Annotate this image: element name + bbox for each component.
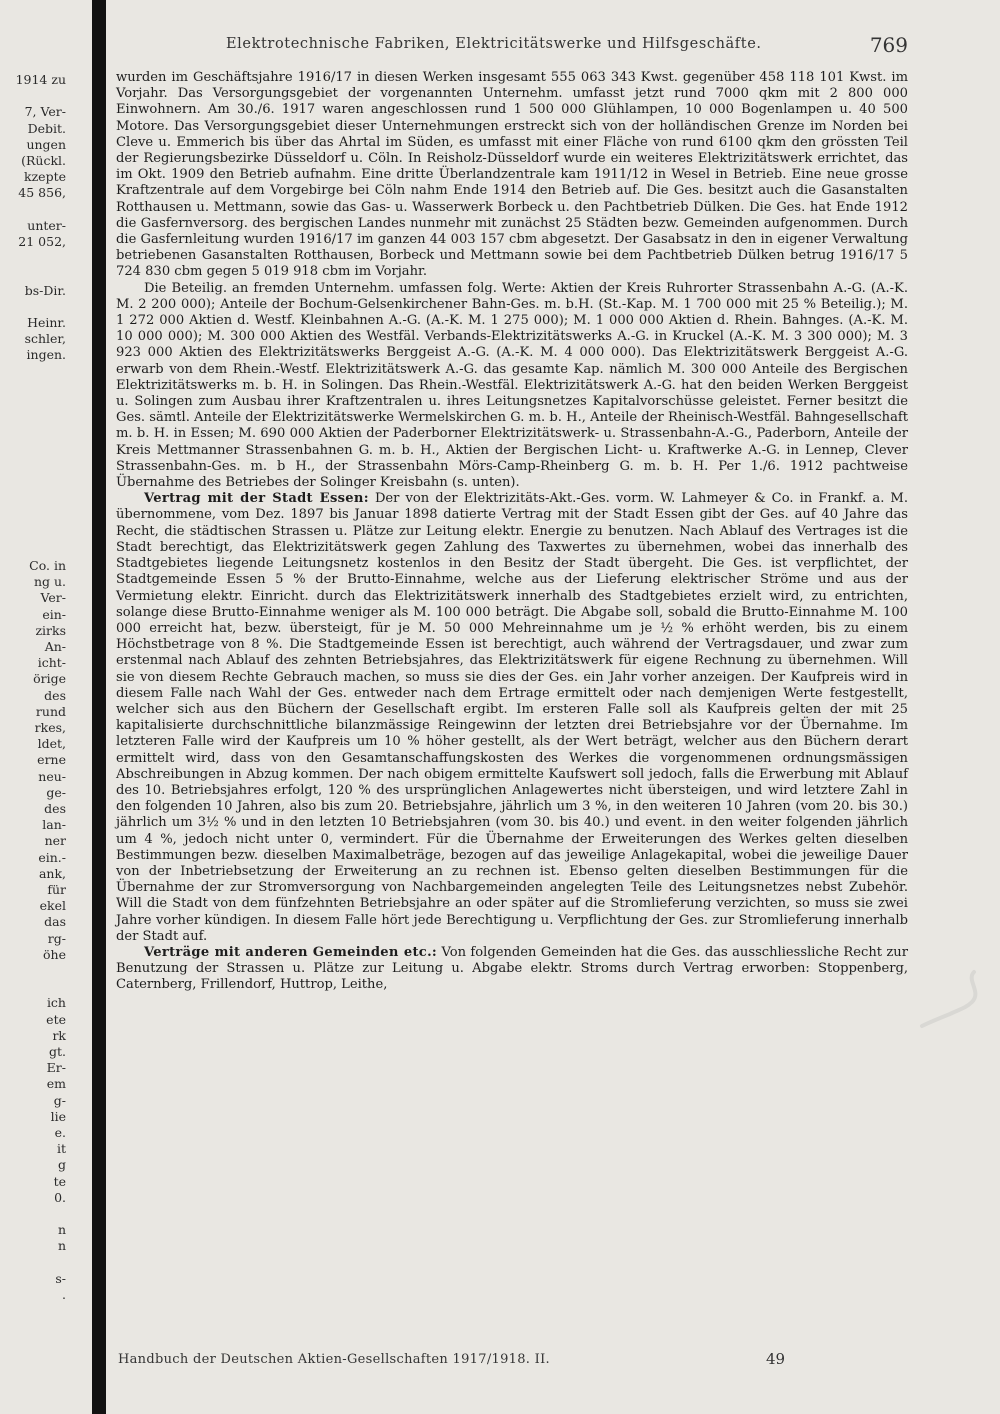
facing-page-fragment: 0. [54, 1189, 66, 1205]
facing-page-fragment: 1914 zu [15, 72, 66, 87]
facing-page-fragment: das [44, 914, 66, 930]
facing-page-fragment: n [57, 1238, 66, 1254]
facing-page-fragment: 21 052, [18, 234, 66, 249]
paragraph-other-contracts [116, 945, 908, 994]
facing-page-fragment: 7, Ver- [24, 104, 66, 120]
facing-page-fragment: ldet, [37, 736, 66, 752]
facing-page-fragment: ge- [46, 784, 66, 800]
facing-page-fragment: neu- [38, 768, 66, 784]
facing-page-fragment: 45 856, [18, 185, 66, 201]
facing-page-fragment: e. [54, 1125, 66, 1140]
facing-page-fragment: schler, [24, 331, 66, 347]
facing-page-fragment: Heinr. [27, 315, 66, 330]
facing-page-fragment: An- [44, 639, 66, 654]
running-title: Elektrotechnische Fabriken, Elektricitätswerke und Hilfsgeschäfte. [226, 36, 762, 52]
facing-page-fragment: erne [37, 752, 66, 768]
facing-page-fragment: des [44, 801, 66, 816]
facing-page-fragment: icht- [37, 655, 66, 671]
facing-page-fragment: (Rückl. [21, 153, 66, 168]
book-page [116, 30, 908, 1390]
facing-page-fragment: ank, [38, 865, 66, 881]
facing-page-fragment: te [53, 1173, 66, 1189]
facing-page-fragment: g- [53, 1092, 66, 1108]
facing-page-fragment: rund [35, 703, 66, 719]
facing-page-fragment: Ver- [40, 590, 66, 606]
paragraph-holdings: Die Beteilig. an fremden Unternehm. umfassen folg. Werte: Aktien der Kreis Ruhrorter Strassenbahn A.-G. (A.-K. M. 2 200 000); Anteile der Bochum-Gelsenkirchener Bahn-Ges. m. b.H. (St.-Kap. M. 1 700 000 mit 25 % Beteilig.); M. 1 272 000 Aktien d. Westf. Kleinbahnen A.-G. (A.-K. M. 1 275 000); M. 1 000 000 Aktien d. Rhein. Bahnges. (A.-K. M. 10 000 000); M. 300 000 Aktien des Westfäl. Verbands-Elektrizitätswerks A.-G. in Kruckel (A.-K. M. 3 300 000); M. 3 923 000 Aktien des Elektrizitätswerks Berggeist A.-G. (A.-K. M. 4 000 000). Das Elektrizitätswerk Berggeist A.-G. erwarb von dem Rhein.-Westf. Elektrizitätswerk A.-G. das gesamte Kap. nämlich M. 300 000 Anteile des Bergischen Elektrizitätswerks m. b. H. in Solingen. Das Rhein.-Westfäl. Elektrizitätswerk A.-G. hat den beiden Werken Berggeist u. Solingen zum Ausbau ihrer Kraftzentralen u. ihres Leitungsnetzes Kapitalvorschüsse geleistet. Ferner besitzt die Ges. sämtl. Anteile der Elektrizitätswerke Wermelskirchen G. m. b. H., Anteile der Rheinisch-Westfäl. Bahngesellschaft m. b. H. in Essen; M. 690 000 Aktien der Paderborner Elektrizitätswerk- u. Strassenbahn-A.-G., Paderborn, Anteile der Kreis Mettmanner Strassenbahnen G. m. b. H., Aktien der Bergischen Licht- u. Kraftwerke A.-G. in Lennep, Clever Strassenbahn-Ges. m. b H., der Strassenbahn Mörs-Camp-Rheinberg G. m. b. H. Per 1./6. 1912 pachtweise Übernahme des Betriebes der Solinger Kreisbahn (s. unten). [116, 280, 908, 491]
facing-page-fragment: g [57, 1157, 66, 1173]
facing-page-fragment: rg- [47, 930, 66, 946]
facing-page-fragment: des [44, 687, 66, 703]
facing-page-fragment: it [56, 1141, 66, 1157]
facing-page-fragment: zirks [35, 622, 66, 638]
facing-page-fragment: Debit. [27, 120, 66, 136]
other-contracts-heading: Verträge mit anderen Gemeinden etc.: [144, 944, 438, 960]
facing-page-fragment: ingen. [26, 347, 66, 363]
essen-contract-text: Der von der Elektrizitäts-Akt.-Ges. vorm. W. Lahmeyer & Co. in Frankf. a. M. übernommene, vom Dez. 1897 bis Januar 1898 datierte Vertrag mit der Stadt Essen gibt der Ges. auf 40 Jahre das Recht, die städtischen Strassen u. Plätze zur Leitung elektr. Energie zu benutzen. Nach Ablauf des Vertrages ist die Stadt berechtigt, das Elektrizitätswerk gegen Zahlung des Taxwertes zu übernehmen, wobei das innerhalb des Stadtgebietes liegende Leitungsnetz kostenlos in den Besitz der Stadt übergeht. Die Ges. ist verpflichtet, der Stadtgemeinde Essen 5 % der Brutto-Einnahme, welche aus der Lieferung elektrischer Ströme und aus der Vermietung elektr. Einricht. durch das Elektrizitätswerk innerhalb des Stadtgebietes erzielt wird, zu entrichten, solange diese Brutto-Einnahme weniger als M. 100 000 beträgt. Die Abgabe soll, sobald die Brutto-Einnahme M. 100 000 erreicht hat, bezw. übersteigt, für je M. 50 000 Mehreinnahme um je ½ % erhöht werden, bis zu einem Höchstbetrage von 8 %. Die Stadtgemeinde Essen ist berechtigt, auch während der Vertragsdauer, und zwar zum erstenmal nach Ablauf des zehnten Betriebsjahres, das Elektrizitätswerk für eigene Rechnung zu übernehmen. Will sie von diesem Rechte Gebrauch machen, so muss sie dies der Ges. ein Jahr vorher anzeigen. Der Kaufpreis wird in diesem Falle nach Wahl der Ges. entweder nach dem Ertrage ermittelt oder nach demjenigen Werte festgestellt, welcher sich aus den Büchern der Gesellschaft ergibt. Im ersteren Falle soll als Kaufpreis gelten der mit 25 kapitalisierte durchschnittliche bilanzmässige Reingewinn der letzten drei Betriebsjahre vor der Übernahme. Im letzteren Falle wird der Kaufpreis um 10 % höher gestellt, als der Wert beträgt, welcher aus den Büchern derart ermittelt wird, dass von den Gesamtanschaffungskosten des Werkes die vorgenommenen ordnungsmässigen Abschreibungen in Abzug kommen. Der nach obigem ermittelte Kaufswert soll jedoch, falls die Erwerbung mit Ablauf des 10. Betriebsjahres erfolgt, 120 % des ursprünglichen Anlagewertes nicht übersteigen, und wird letztere Zahl in den folgenden 10 Jahren, also bis zum 20. Betriebsjahre, jährlich um 3 %, in den weiteren 10 Jahren (vom 20. bis 30.) jährlich um 3½ % und in den letzten 10 Betriebsjahren (vom 30. bis 40.) und event. in den weiter folgenden jährlich um 4 %, jedoch nicht unter 0, vermindert. Für die Übernahme der Erweiterungen des Werkes gelten dieselben Bestimmungen bezw. dieselben Maximalbeträge, bezogen auf das jeweilige Anlagekapital, wobei die jeweilige Dauer von der Inbetriebsetzung der Erweiterung an zu rechnen ist. Ebenso gelten dieselben Bestimmungen für die Übernahme der zur Stromversorgung von Nachbargemeinden angelegten Teile des Leitungsnetzes nebst Zubehör. Will die Stadt von dem fünfzehnten Betriebsjahre an oder später auf die Stromlieferung verzichten, so muss sie zwei Jahre vorher kündigen. In diesem Falle hört jede Berechtigung u. Verpflichtung der Ges. zur Stromlieferung innerhalb der Stadt auf. [116, 491, 908, 944]
paragraph-essen-contract [116, 491, 908, 945]
facing-page-fragment: n [57, 1222, 66, 1238]
essen-contract-heading: Vertrag mit der Stadt Essen: [144, 491, 369, 507]
facing-page-fragment: für [47, 882, 66, 897]
facing-page-fragment: ete [46, 1011, 66, 1027]
facing-page-fragment: s- [55, 1270, 66, 1286]
footer-book-title: Handbuch der Deutschen Aktien-Gesellschaften 1917/1918. II. [118, 1352, 550, 1367]
pencil-margin-mark [918, 966, 988, 1036]
other-contracts-text: Von folgenden Gemeinden hat die Ges. das ausschliessliche Recht zur Benutzung der Strassen u. Plätze zur Leitung u. Abgabe elektr. Stroms durch Vertrag erworben: Stoppenberg, Caternberg, Frillendorf, Huttrop, Leithe, [116, 944, 908, 993]
facing-page-fragment: . [62, 1287, 66, 1302]
facing-page-fragment: rkes, [34, 720, 66, 735]
facing-page-fragment: lie [50, 1108, 66, 1124]
facing-page-fragment: ein- [42, 606, 66, 622]
running-head [116, 33, 908, 57]
article-body [116, 70, 908, 994]
facing-page-fragment: unter- [27, 217, 66, 233]
page-number: 769 [869, 33, 908, 57]
facing-page-fragment: ekel [39, 898, 66, 914]
facing-page-fragment: em [46, 1076, 66, 1092]
facing-page-fragment: Co. in [29, 558, 66, 573]
facing-page-fragment: örige [33, 671, 66, 687]
facing-page-fragment: ng u. [33, 574, 66, 590]
facing-page-fragment: ein.- [38, 849, 66, 865]
facing-page-fragment: kzepte [24, 169, 66, 185]
facing-page-fragment: gt. [49, 1044, 66, 1059]
facing-page-fragment: ich [46, 995, 66, 1011]
facing-page-fragment: öhe [43, 946, 66, 962]
facing-page-fragment: ungen [26, 136, 66, 152]
facing-page-fragment: lan- [42, 817, 66, 833]
facing-page-fragment: rk [52, 1027, 66, 1043]
facing-page-fragment: Er- [46, 1060, 66, 1076]
facing-page-fragment: bs-Dir. [24, 282, 66, 298]
binding-gutter [92, 0, 106, 1414]
facing-page-margin [0, 0, 92, 1414]
paragraph-network-stats: wurden im Geschäftsjahre 1916/17 in diesen Werken insgesamt 555 063 343 Kwst. gegenüber 458 118 101 Kwst. im Vorjahr. Das Versorgungsgebiet der vorgenannten Unternehm. umfasst jetzt rund 7000 qkm mit 2 800 000 Einwohnern. Am 30./6. 1917 waren angeschlossen rund 1 500 000 Glühlampen, 10 000 Bogenlampen u. 40 500 Motore. Das Versorgungsgebiet dieser Unternehmungen erstreckt sich von der holländischen Grenze im Norden bei Cleve u. Emmerich bis über das Ahrtal im Süden, es umfasst mit einer Fläche von rund 6100 qkm den grössten Teil der Regierungsbezirke Düsseldorf u. Cöln. In Reisholz-Düsseldorf wurde ein weiteres Elektrizitätswerk errichtet, das im Okt. 1909 den Betrieb aufnahm. Eine dritte Überlandzentrale kam 1911/12 in Wesel in Betrieb. Eine neue grosse Kraftzentrale auf dem Vorgebirge bei Cöln nahm Ende 1914 den Betrieb auf. Die Ges. besitzt auch die Gasanstalten Rotthausen u. Mettmann, sowie das Gas- u. Wasserwerk Borbeck u. den Pachtbetrieb Dülken. Die Ges. hat Ende 1912 die Gasfernversorg. des bergischen Landes nunmehr mit zunächst 25 Städten bezw. Gemeinden aufgenommen. Durch die Gasfernleitung wurden 1916/17 im ganzen 44 003 157 cbm abgesetzt. Der Gasabsatz in den in eigener Verwaltung betriebenen Gasanstalten Rotthausen, Borbeck und Mettmann sowie bei dem Pachtbetrieb Dülken betrug 1916/17 5 724 830 cbm gegen 5 019 918 cbm im Vorjahr. [116, 70, 908, 280]
facing-page-fragment: ner [44, 833, 66, 849]
page-footer [116, 1352, 908, 1372]
footer-signature-mark: 49 [766, 1350, 786, 1368]
